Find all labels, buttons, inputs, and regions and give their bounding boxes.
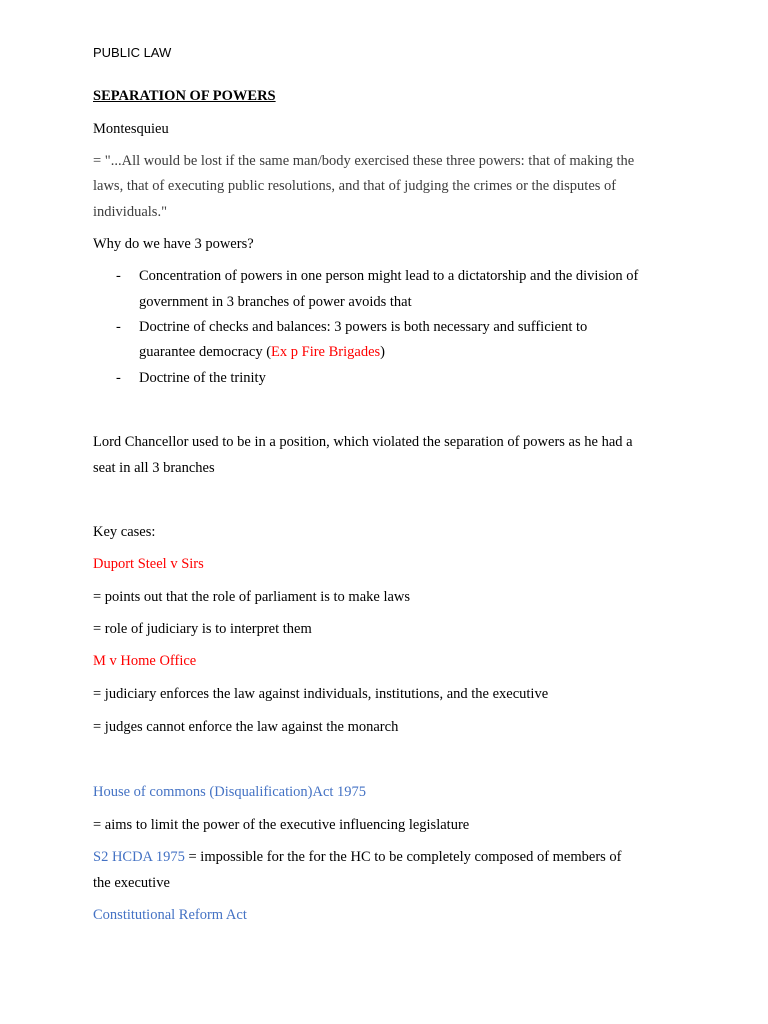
author-name: Montesquieu [93,121,169,137]
quote-line: individuals." [93,204,167,220]
quote-line: = "...All would be lost if the same man/body exercised these three powers: that of making the [93,153,635,169]
statute-name: Constitutional Reform Act [93,907,247,923]
bullet-dash: - [116,268,121,284]
question-text: Why do we have 3 powers? [93,236,254,252]
case-note: = judiciary enforces the law against individuals, institutions, and the executive [93,686,549,702]
key-cases-label: Key cases: [93,524,156,540]
statute-section-line [93,850,622,865]
bullet-item: Concentration of powers in one person might lead to a dictatorship and the division of [139,268,639,284]
bullet-text: ) [380,344,386,360]
page-header: PUBLIC LAW [93,45,172,60]
case-note: = role of judiciary is to interpret them [93,621,312,637]
statute-note: = impossible for the for the HC to be completely composed of members of [184,849,622,865]
statute-reference: S2 HCDA 1975 [93,849,185,865]
section-title: SEPARATION OF POWERS [93,88,276,104]
bullet-item-continuation [139,345,385,360]
paragraph-line: seat in all 3 branches [93,460,215,476]
bullet-item: Doctrine of the trinity [139,370,266,386]
bullet-dash: - [116,319,121,335]
case-reference: Ex p Fire Brigades [271,344,381,360]
quote-line: laws, that of executing public resolutions, and that of judging the crimes or the disputes of [93,178,617,194]
case-name: M v Home Office [93,653,197,669]
statute-note-continuation: the executive [93,875,170,891]
case-name: Duport Steel v Sirs [93,556,204,572]
case-note: = judges cannot enforce the law against the monarch [93,719,399,735]
statute-name: House of commons (Disqualification)Act 1975 [93,784,367,800]
bullet-text: guarantee democracy ( [139,344,272,360]
bullet-dash: - [116,370,121,386]
bullet-item-continuation: government in 3 branches of power avoids that [139,294,412,310]
paragraph-line: Lord Chancellor used to be in a position, which violated the separation of powers as he had a [93,434,633,450]
case-note: = points out that the role of parliament is to make laws [93,589,411,605]
bullet-item: Doctrine of checks and balances: 3 powers is both necessary and sufficient to [139,319,588,335]
statute-note: = aims to limit the power of the executive influencing legislature [93,817,470,833]
